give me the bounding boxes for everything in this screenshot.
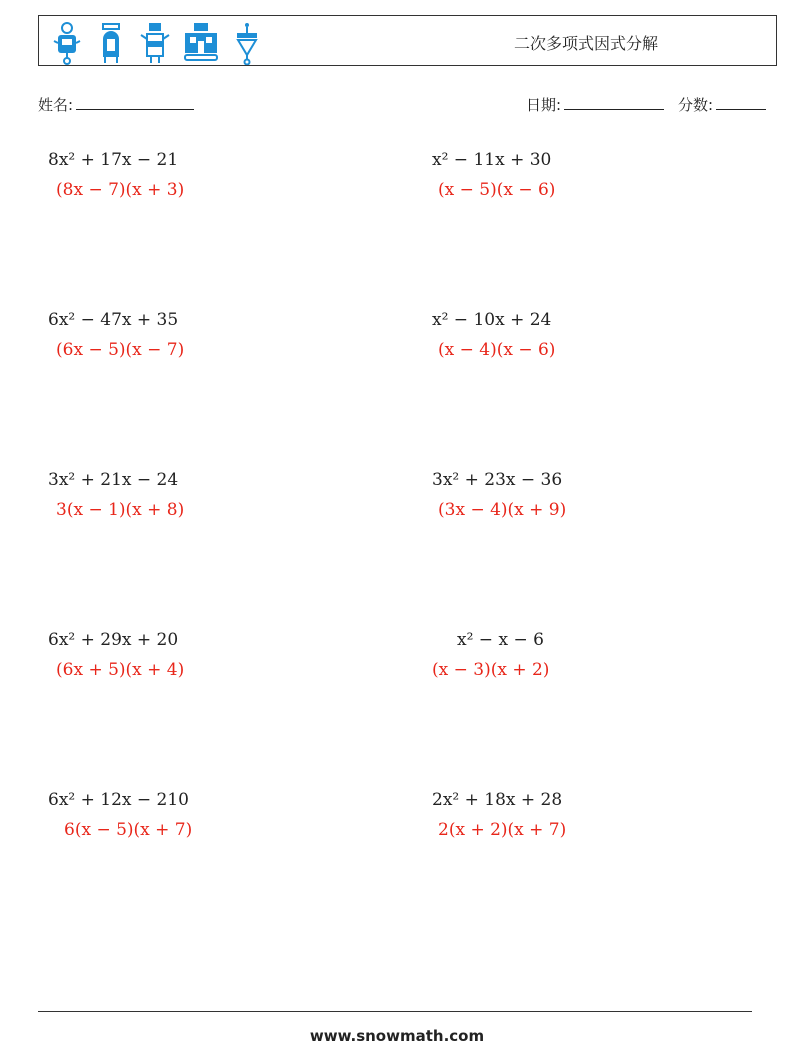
date-field — [526, 94, 664, 115]
problem-answer: (6x − 5)(x − 7) — [56, 340, 185, 360]
score-label: 分数: — [678, 96, 714, 114]
header-box — [38, 15, 777, 66]
name-blank[interactable] — [76, 95, 194, 110]
score-blank[interactable] — [716, 95, 766, 110]
problem-question: 2x² + 18x + 28 — [432, 790, 563, 810]
footer-divider — [38, 1011, 752, 1012]
problem-answer: (x − 4)(x − 6) — [438, 340, 556, 360]
date-label: 日期: — [526, 96, 562, 114]
problem-question: x² − x − 6 — [457, 630, 544, 650]
date-blank[interactable] — [564, 95, 664, 110]
problem-question: 3x² + 23x − 36 — [432, 470, 563, 490]
robot-icon — [93, 21, 129, 65]
problem-answer: (3x − 4)(x + 9) — [438, 500, 567, 520]
robot-icon — [181, 21, 221, 65]
name-field — [38, 94, 194, 115]
robot-icon — [137, 21, 173, 65]
problem-answer: 6(x − 5)(x + 7) — [64, 820, 193, 840]
problem-question: x² − 11x + 30 — [432, 150, 552, 170]
problem-answer: 3(x − 1)(x + 8) — [56, 500, 185, 520]
footer-site: www.snowmath.com — [309, 1027, 485, 1045]
problem-answer: (x − 5)(x − 6) — [438, 180, 556, 200]
robot-icon — [49, 21, 85, 65]
problem-question: 3x² + 21x − 24 — [48, 470, 179, 490]
score-field — [678, 94, 766, 115]
robot-icons — [49, 21, 265, 65]
problem-question: x² − 10x + 24 — [432, 310, 552, 330]
problem-answer: 2(x + 2)(x + 7) — [438, 820, 567, 840]
problem-answer: (6x + 5)(x + 4) — [56, 660, 185, 680]
problem-question: 6x² + 29x + 20 — [48, 630, 179, 650]
problem-answer: (x − 3)(x + 2) — [432, 660, 550, 680]
worksheet-title: 二次多项式因式分解 — [514, 34, 659, 53]
robot-icon — [229, 21, 265, 65]
name-label: 姓名: — [38, 96, 74, 114]
problem-question: 6x² − 47x + 35 — [48, 310, 179, 330]
problem-question: 8x² + 17x − 21 — [48, 150, 179, 170]
problem-question: 6x² + 12x − 210 — [48, 790, 189, 810]
problem-answer: (8x − 7)(x + 3) — [56, 180, 185, 200]
